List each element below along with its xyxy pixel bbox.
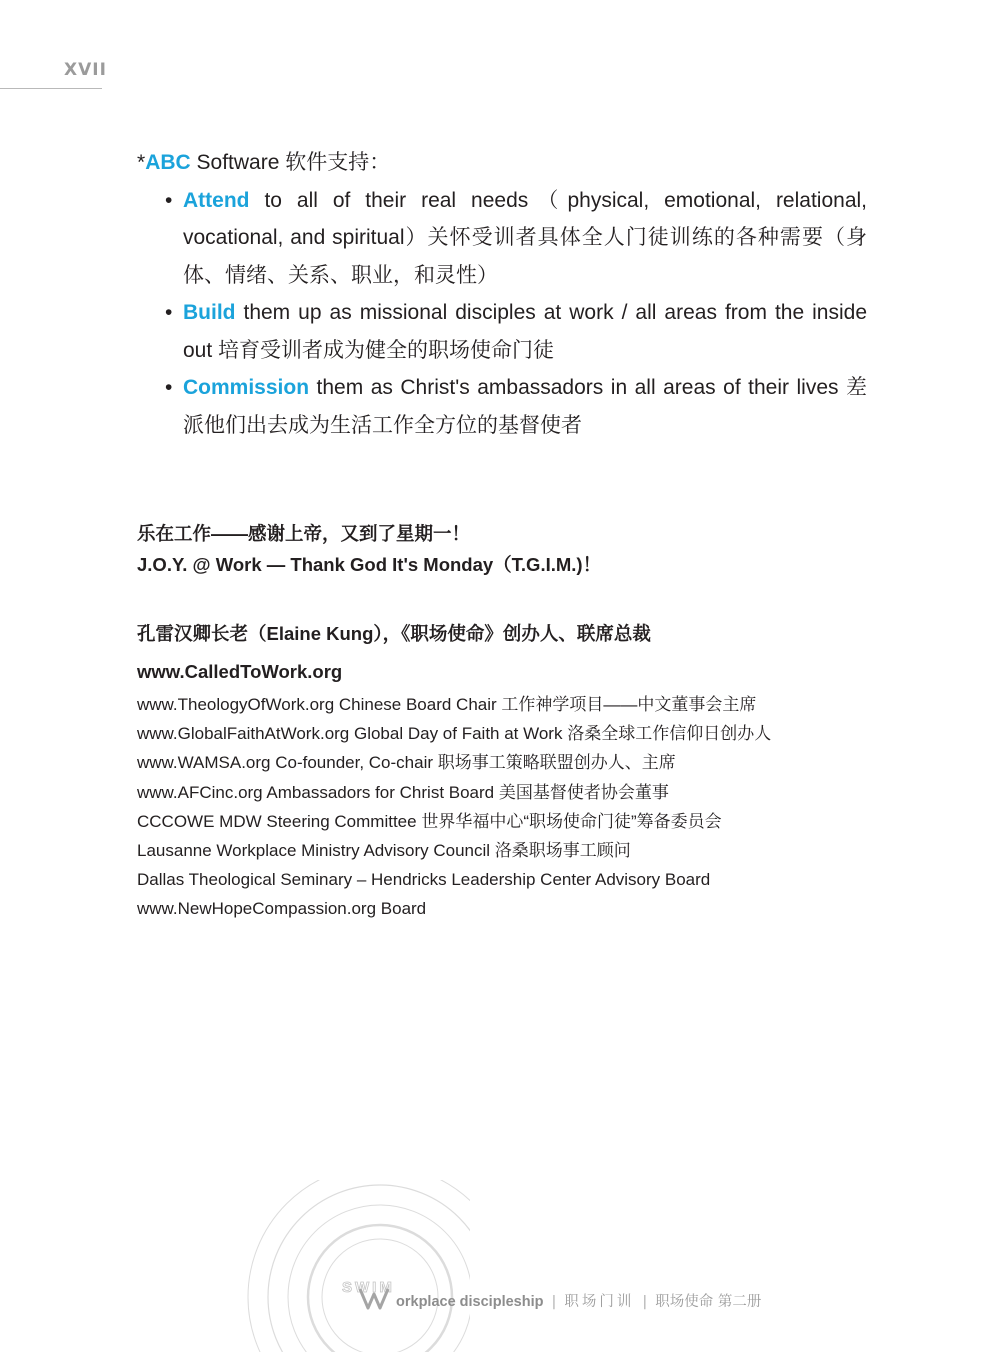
abc-heading <box>137 144 867 182</box>
role-line: www.NewHopeCompassion.org Board <box>137 899 427 919</box>
abc-bullet-list <box>137 182 867 445</box>
page-number: XVII <box>64 60 107 80</box>
footer <box>340 1272 800 1322</box>
bullet-keyword: Attend <box>183 188 250 212</box>
abc-keyword: ABC <box>145 151 191 174</box>
abc-heading-rest: Software 软件支持： <box>190 151 391 174</box>
footer-separator: | <box>551 1294 557 1310</box>
concentric-circles-decoration <box>230 1180 470 1352</box>
bullet-text: to all of their real needs（physical, emotional, relational, vocational, and spiritual）关怀受训者具体全人门徒训练的各种需要（身体、情绪、关系、职业，和灵性） <box>183 188 867 287</box>
footer-series: 职场门训 <box>564 1294 635 1310</box>
footer-volume: 职场使命 第二册 <box>655 1294 762 1310</box>
joy-title-en: J.O.Y. @ Work — Thank God It's Monday（T.G.I.M.)！ <box>137 554 602 575</box>
bullet-build <box>137 294 867 369</box>
author-section <box>137 618 651 693</box>
bullet-commission <box>137 369 867 444</box>
bullet-text: them up as missional disciples at work / all areas from the inside out 培育受训者成为健全的职场使命门徒 <box>183 301 867 362</box>
bullet-attend <box>137 182 867 295</box>
role-line: CCCOWE MDW Steering Committee 世界华福中心“职场使命门徒”筹备委员会 <box>137 811 722 831</box>
role-line: www.TheologyOfWork.org Chinese Board Chair 工作神学项目——中文董事会主席 <box>137 695 757 714</box>
role-line: www.GlobalFaithAtWork.org Global Day of Faith at Work 洛桑全球工作信仰日创办人 <box>137 724 772 744</box>
bullet-keyword: Build <box>183 301 236 324</box>
footer-tagline: orkplace discipleship <box>396 1294 544 1310</box>
header-rule <box>0 88 102 89</box>
bullet-dot-icon: • <box>165 376 173 399</box>
swim-logo-text: SWIM <box>342 1279 395 1296</box>
role-line: Dallas Theological Seminary – Hendricks Leadership Center Advisory Board <box>137 870 711 890</box>
role-line: www.WAMSA.org Co-founder, Co-chair 职场事工策略联盟创办人、主席 <box>137 753 676 773</box>
author-name: 孔雷汉卿长老（Elaine Kung），《职场使命》创办人、联席总裁 <box>137 623 651 644</box>
bullet-keyword: Commission <box>183 376 310 399</box>
bullet-text: them as Christ's ambassadors in all areas of their lives 差派他们出去成为生活工作全方位的基督使者 <box>183 376 867 437</box>
footer-text <box>396 1290 761 1311</box>
joy-title-cn: 乐在工作——感谢上帝，又到了星期一！ <box>137 523 471 544</box>
author-website: www.CalledToWork.org <box>137 661 343 682</box>
bullet-dot-icon: • <box>165 188 173 212</box>
role-line: Lausanne Workplace Ministry Advisory Council 洛桑职场事工顾问 <box>137 841 631 861</box>
roles-list <box>137 690 771 924</box>
footer-separator: | <box>642 1294 648 1310</box>
role-line: www.AFCinc.org Ambassadors for Christ Board 美国基督使者协会董事 <box>137 782 669 802</box>
bullet-dot-icon: • <box>165 301 173 324</box>
asterisk: * <box>137 151 146 174</box>
joy-at-work-section <box>137 518 601 580</box>
abc-software-section <box>137 144 867 444</box>
